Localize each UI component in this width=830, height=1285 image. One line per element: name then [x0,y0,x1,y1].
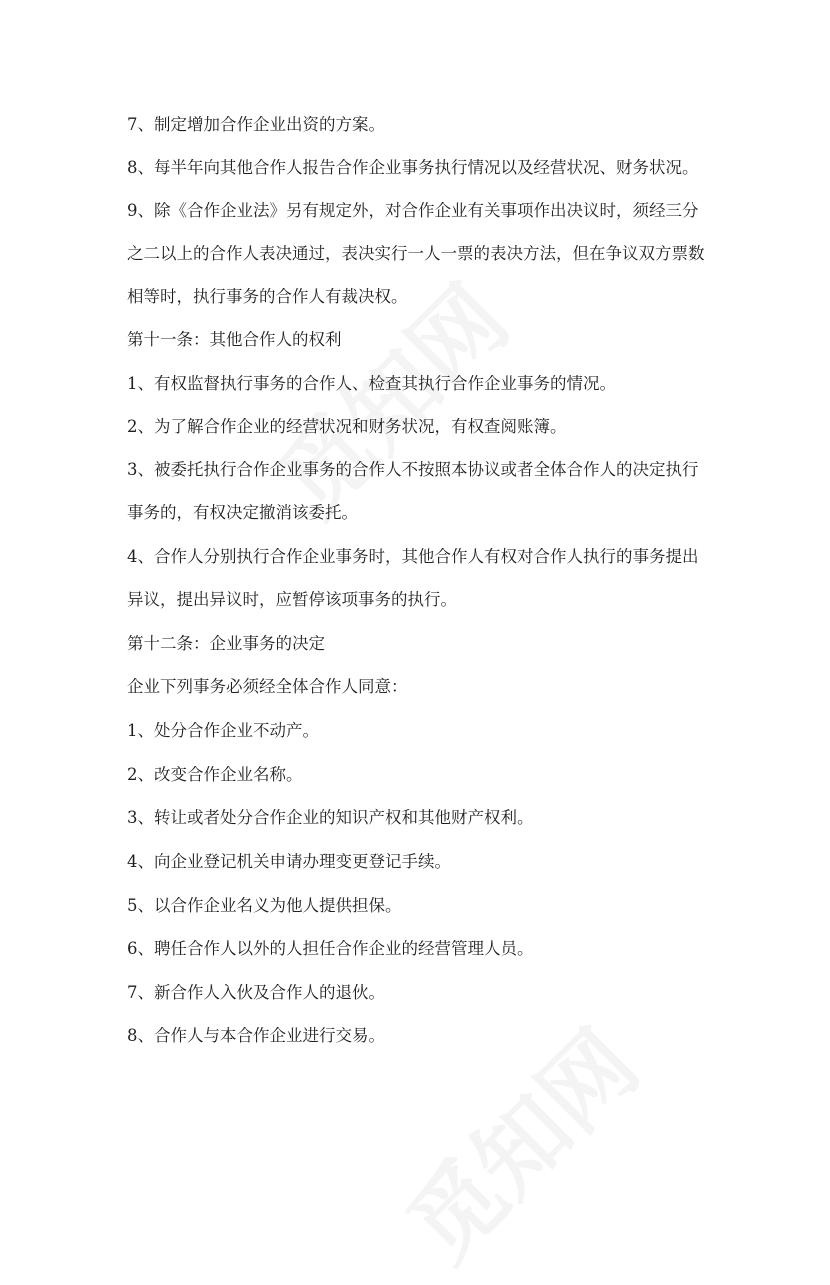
list-item: 3、被委托执行合作企业事务的合作人不按照本协议或者全体合作人的决定执行 [127,460,699,479]
paragraph-line: 之二以上的合作人表决通过，表决实行一人一票的表决方法，但在争议双方票数 [127,244,705,263]
section-heading: 第十一条：其他合作人的权利 [127,330,342,349]
list-item: 1、处分合作企业不动产。 [127,721,319,740]
list-item: 4、合作人分别执行合作企业事务时，其他合作人有权对合作人执行的事务提出 [127,547,699,566]
list-item: 3、转让或者处分合作企业的知识产权和其他财产权利。 [127,808,534,827]
list-item: 7、新合作人入伙及合作人的退伙。 [127,983,385,1002]
list-item: 7、制定增加合作企业出资的方案。 [127,115,385,134]
list-item: 4、向企业登记机关申请办理变更登记手续。 [127,852,451,871]
paragraph-line: 事务的，有权决定撤消该委托。 [127,503,358,522]
list-item: 9、除《合作企业法》另有规定外，对合作企业有关事项作出决议时，须经三分 [127,201,699,220]
list-item: 1、有权监督执行事务的合作人、检查其执行合作企业事务的情况。 [127,374,616,393]
paragraph-line: 企业下列事务必须经全体合作人同意： [127,677,408,696]
list-item: 2、为了解合作企业的经营状况和财务状况，有权查阅账簿。 [127,417,567,436]
paragraph-line: 异议，提出异议时，应暂停该项事务的执行。 [127,590,457,609]
list-item: 2、改变合作企业名称。 [127,765,303,784]
list-item: 6、聘任合作人以外的人担任合作企业的经营管理人员。 [127,939,534,958]
section-heading: 第十二条：企业事务的决定 [127,634,325,653]
list-item: 8、合作人与本合作企业进行交易。 [127,1026,385,1045]
list-item: 8、每半年向其他合作人报告合作企业事务执行情况以及经营状况、财务状况。 [127,158,699,177]
watermark [374,997,663,1285]
paragraph-line: 相等时，执行事务的合作人有裁决权。 [127,287,408,306]
list-item: 5、以合作企业名义为他人提供担保。 [127,896,402,915]
